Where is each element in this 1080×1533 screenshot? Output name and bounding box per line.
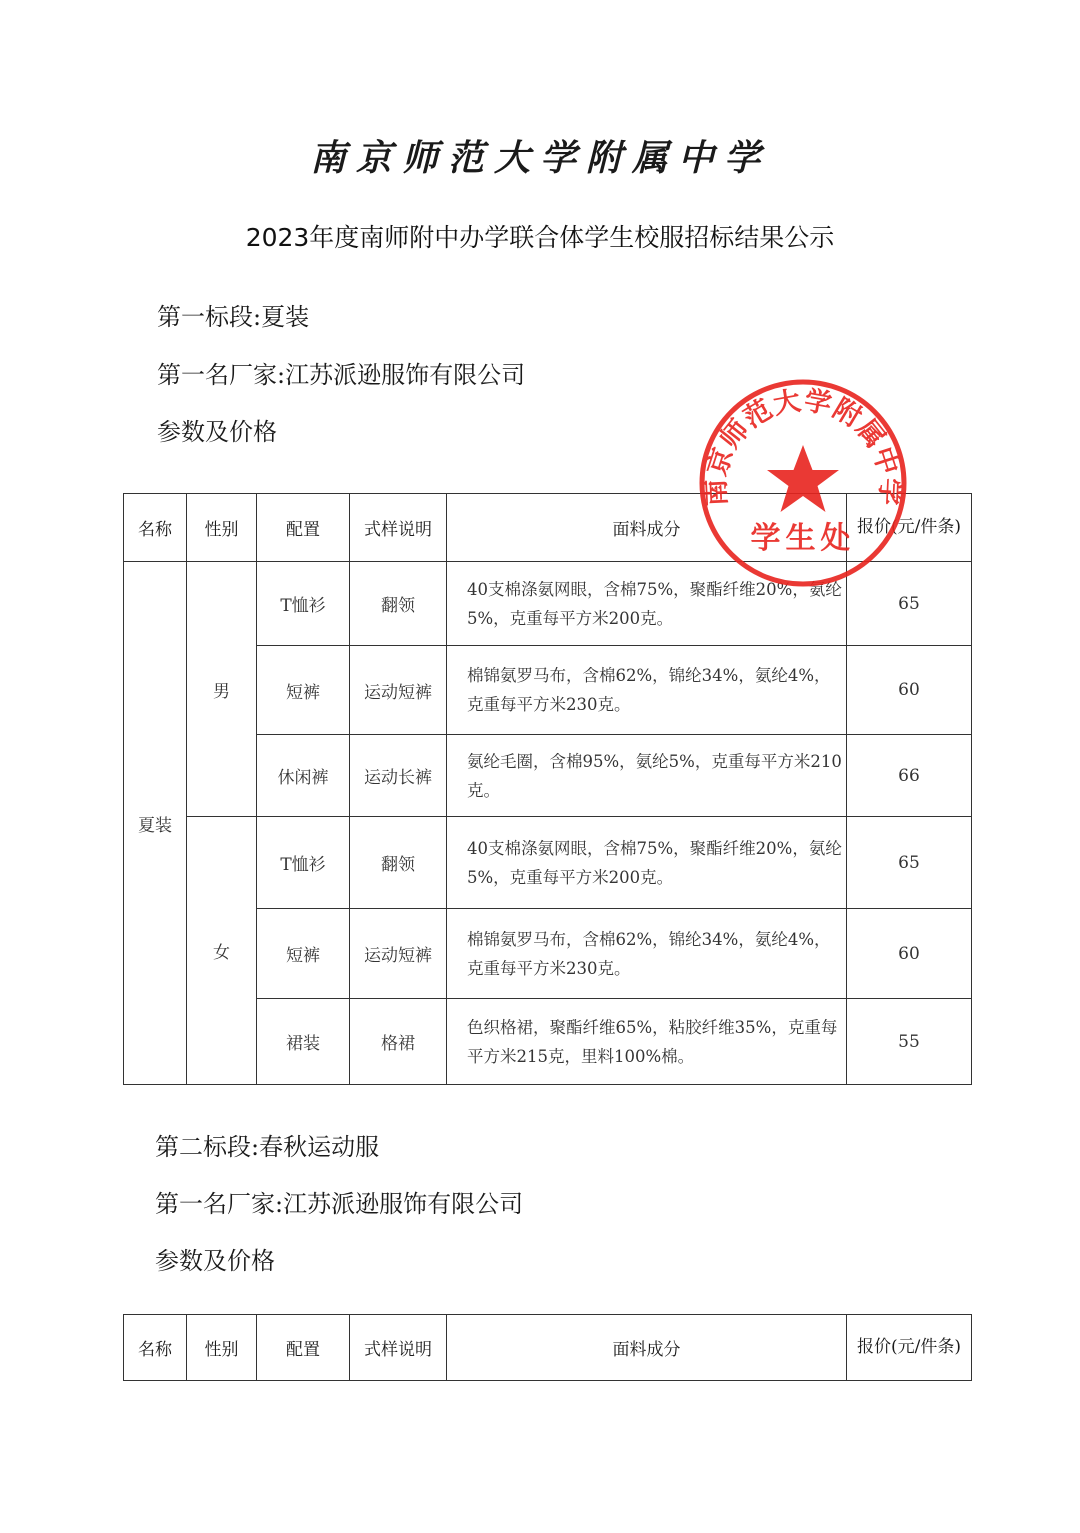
table-header-row bbox=[124, 1315, 972, 1381]
item-cell: T恤衫 bbox=[257, 562, 350, 646]
price-cell: 55 bbox=[847, 999, 972, 1085]
fabric-cell: 氨纶毛圈，含棉95%，氨纶5%，克重每平方米210克。 bbox=[447, 735, 847, 817]
style-cell: 运动短裤 bbox=[350, 646, 447, 735]
style-cell: 运动短裤 bbox=[350, 909, 447, 999]
item-cell: T恤衫 bbox=[257, 817, 350, 909]
price-cell: 65 bbox=[847, 562, 972, 646]
price-cell: 65 bbox=[847, 817, 972, 909]
lot2-heading: 第二标段:春秋运动服 bbox=[155, 1133, 380, 1161]
seal-center-text: 学生处 bbox=[750, 521, 856, 556]
fabric-cell: 40支棉涤氨网眼，含棉75%，聚酯纤维20%，氨纶5%，克重每平方米200克。 bbox=[447, 562, 847, 646]
header-item: 配置 bbox=[257, 1315, 350, 1381]
item-cell: 休闲裤 bbox=[257, 735, 350, 817]
item-cell: 裙装 bbox=[257, 999, 350, 1085]
header-name: 名称 bbox=[124, 494, 187, 562]
fabric-cell: 40支棉涤氨网眼，含棉75%，聚酯纤维20%，氨纶5%，克重每平方米200克。 bbox=[447, 817, 847, 909]
gender-cell-male: 男 bbox=[187, 562, 257, 817]
letterhead: 南京师范大学附属中学 bbox=[309, 137, 770, 179]
fabric-cell: 色织格裙，聚酯纤维65%，粘胶纤维35%，克重每平方米215克，里料100%棉。 bbox=[447, 999, 847, 1085]
header-gender: 性别 bbox=[187, 1315, 257, 1381]
lot2-params-label: 参数及价格 bbox=[155, 1247, 275, 1275]
header-gender: 性别 bbox=[187, 494, 257, 562]
header-fabric: 面料成分 bbox=[447, 494, 847, 562]
header-style: 式样说明 bbox=[350, 1315, 447, 1381]
fabric-cell: 棉锦氨罗马布，含棉62%，锦纶34%，氨纶4%，克重每平方米230克。 bbox=[447, 909, 847, 999]
style-cell: 格裙 bbox=[350, 999, 447, 1085]
seal-arc-text: 南京师范大学附属中学 bbox=[700, 385, 906, 507]
lot2-table bbox=[123, 1314, 972, 1381]
header-item: 配置 bbox=[257, 494, 350, 562]
lot1-params-label: 参数及价格 bbox=[157, 418, 277, 446]
lot1-heading: 第一标段:夏装 bbox=[157, 303, 310, 331]
official-seal-stamp bbox=[698, 378, 908, 588]
header-price: 报价(元/件条) bbox=[847, 1315, 972, 1381]
page-title: 2023年度南师附中办学联合体学生校服招标结果公示 bbox=[245, 223, 835, 252]
price-cell: 66 bbox=[847, 735, 972, 817]
category-cell: 夏装 bbox=[124, 562, 187, 1085]
style-cell: 运动长裤 bbox=[350, 735, 447, 817]
header-style: 式样说明 bbox=[350, 494, 447, 562]
lot2-winner: 第一名厂家:江苏派逊服饰有限公司 bbox=[155, 1190, 524, 1218]
header-price: 报价(元/件条) bbox=[847, 494, 972, 562]
price-cell: 60 bbox=[847, 646, 972, 735]
header-fabric: 面料成分 bbox=[447, 1315, 847, 1381]
item-cell: 短裤 bbox=[257, 646, 350, 735]
price-cell: 60 bbox=[847, 909, 972, 999]
header-name: 名称 bbox=[124, 1315, 187, 1381]
table-row bbox=[124, 817, 972, 909]
star-icon bbox=[767, 445, 839, 512]
style-cell: 翻领 bbox=[350, 817, 447, 909]
item-cell: 短裤 bbox=[257, 909, 350, 999]
fabric-cell: 棉锦氨罗马布，含棉62%，锦纶34%，氨纶4%，克重每平方米230克。 bbox=[447, 646, 847, 735]
gender-cell-female: 女 bbox=[187, 817, 257, 1085]
lot1-winner: 第一名厂家:江苏派逊服饰有限公司 bbox=[157, 361, 526, 389]
style-cell: 翻领 bbox=[350, 562, 447, 646]
